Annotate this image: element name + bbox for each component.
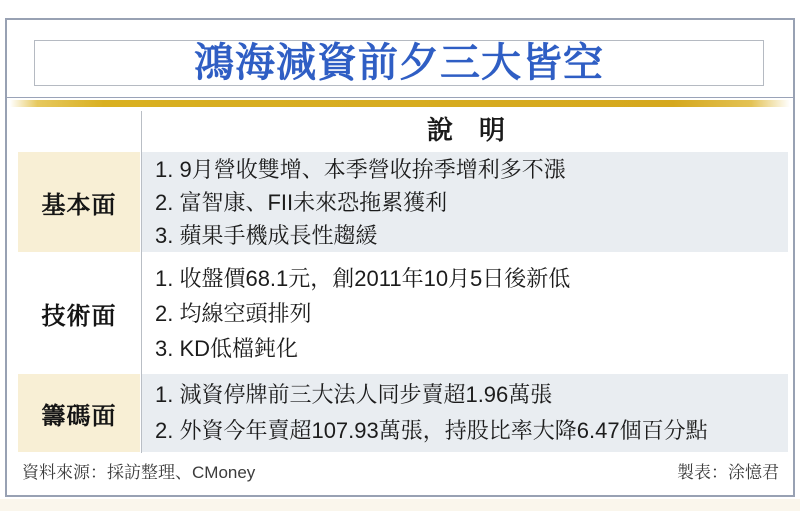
title-separator-line — [7, 97, 793, 98]
row-content-technicals — [142, 258, 788, 368]
row-item: 1. 9月營收雙增、本季營收拚季增利多不漲 — [155, 156, 566, 182]
gold-accent-bar — [10, 100, 790, 107]
page-title: 鴻海減資前夕三大皆空 — [194, 41, 604, 85]
row-item: 3. 蘋果手機成長性趨緩 — [155, 222, 378, 248]
row-content-chips — [142, 374, 788, 452]
title-box — [34, 40, 764, 86]
table-header-explanation: 說 明 — [426, 115, 505, 145]
bottom-page-strip — [0, 499, 800, 511]
row-content-fundamentals — [142, 152, 788, 252]
data-source-credit: 資料來源：採訪整理、CMoney — [22, 463, 256, 482]
row-item: 1. 收盤價68.1元，創2011年10月5日後新低 — [155, 265, 571, 291]
row-item: 2. 均線空頭排列 — [155, 300, 312, 326]
row-label-technicals: 技術面 — [41, 302, 117, 330]
row-item: 2. 富智康、FII未來恐拖累獲利 — [155, 189, 448, 215]
row-item: 2. 外資今年賣超107.93萬張，持股比率大降6.47個百分點 — [155, 418, 708, 443]
row-item: 1. 減資停牌前三大法人同步賣超1.96萬張 — [155, 382, 553, 407]
table-row-technicals — [18, 258, 788, 368]
row-label-chips: 籌碼面 — [18, 374, 140, 452]
table-author-credit: 製表：涂憶君 — [677, 463, 779, 482]
outer-frame — [5, 18, 795, 497]
table-row-chips — [18, 374, 788, 452]
row-label-fundamentals: 基本面 — [18, 152, 140, 252]
table-row-fundamentals — [18, 152, 788, 252]
row-item: 3. KD低檔鈍化 — [155, 335, 299, 361]
